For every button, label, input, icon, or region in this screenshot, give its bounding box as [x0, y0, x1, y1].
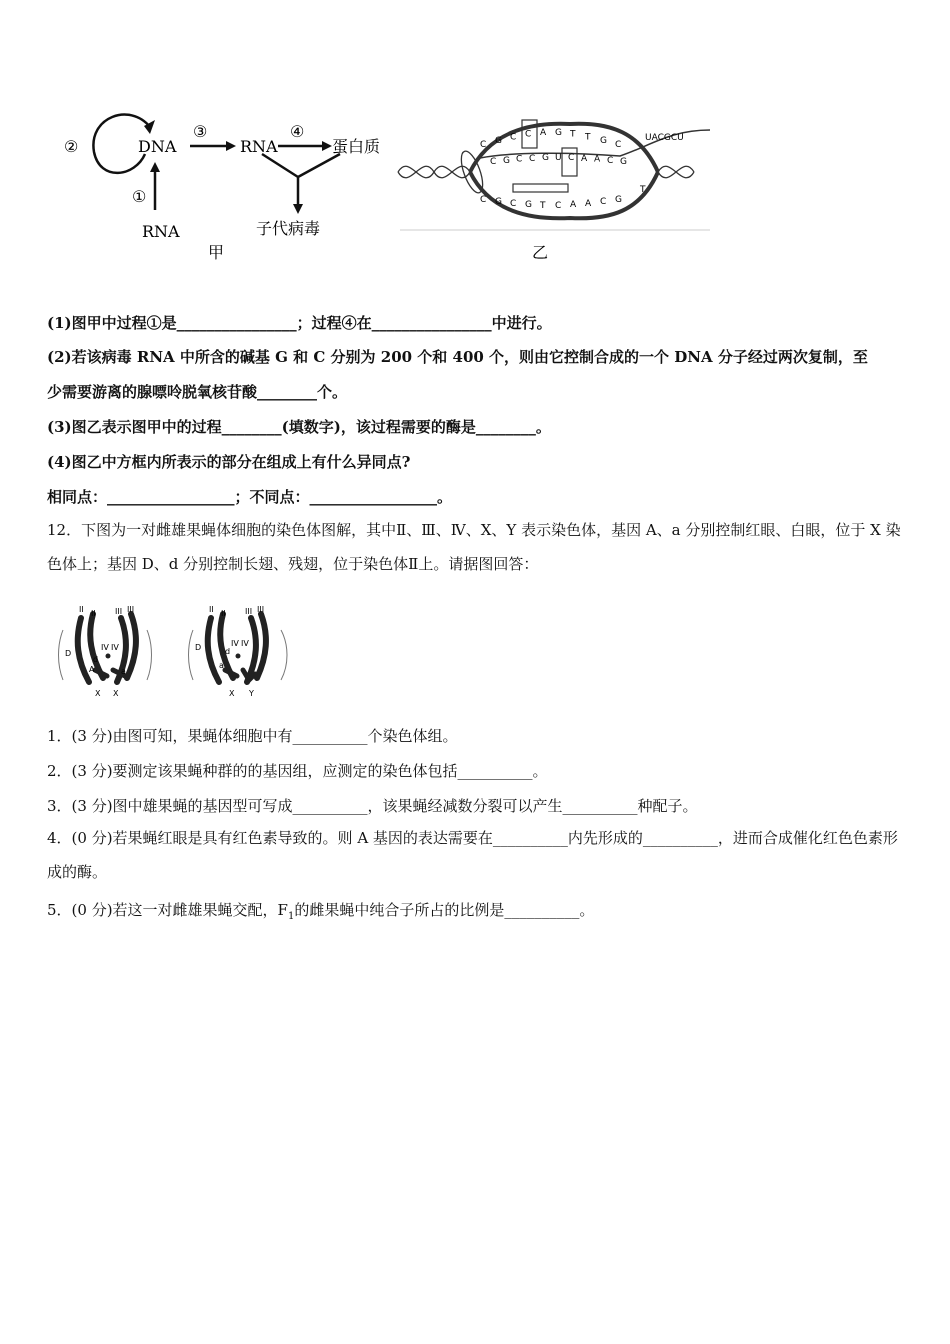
label-process-2: ② [64, 137, 79, 156]
middle-base: C [529, 153, 536, 164]
subquestion-5 [47, 899, 594, 922]
t-label: T [640, 185, 646, 195]
arrowhead-transcription [226, 141, 236, 151]
label-process-3: ③ [193, 122, 208, 141]
female-label-ii: II [79, 605, 84, 614]
label-protein: 蛋白质 [332, 137, 381, 156]
middle-base: C [568, 153, 575, 164]
middle-base: G [503, 155, 510, 166]
female-label-d: D [65, 649, 72, 658]
label-process-1: ① [132, 187, 147, 206]
question-4: (4)图乙中方框内所表示的部分在组成上有什么异同点? [47, 453, 411, 471]
female-label-iii-2: III [127, 605, 135, 614]
question-3: (3)图乙表示图甲中的过程________(填数字)，该过程需要的酶是________。 [47, 418, 551, 436]
subquestion-3: 3．(3 分)图中雄果蝇的基因型可写成__________，该果蝇经减数分裂可以产生__________种配子。 [47, 797, 698, 815]
female-label-iv: IV [101, 643, 109, 652]
top-base: C [525, 129, 532, 140]
male-chrom-4 [236, 654, 241, 659]
male-label-iv: IV [231, 639, 239, 648]
label-rna-right: RNA [240, 137, 278, 156]
subquestion-1: 1．(3 分)由图可知，果蝇体细胞中有__________个染色体组。 [47, 727, 458, 745]
bottom-base: C [480, 195, 487, 205]
bottom-base: C [510, 198, 517, 209]
middle-base: C [607, 155, 614, 166]
bottom-base: A [570, 200, 577, 211]
subquestion-5-text: 5．(0 分)若这一对雌雄果蝇交配，F [47, 901, 288, 919]
female-label-x2: X [113, 689, 119, 698]
middle-base: G [542, 153, 549, 164]
question-4-answer: 相同点：_________________；不同点：_________________。 [47, 488, 453, 506]
arrowhead-rt [150, 162, 160, 172]
male-chrom-x [225, 670, 237, 676]
top-base: C [615, 140, 622, 150]
enzyme-bar [513, 184, 568, 192]
male-chrom-2a [208, 618, 219, 682]
figure-central-dogma [50, 92, 720, 272]
top-base: G [495, 135, 502, 146]
bottom-base: G [525, 200, 532, 211]
label-dna: DNA [138, 137, 177, 156]
male-label-x: X [229, 689, 235, 698]
figure-jia [64, 115, 380, 262]
female-label-ii-2: II [91, 609, 96, 618]
question-1: (1)图甲中过程①是________________；过程④在________________中进行。 [47, 314, 552, 332]
question-2b: 少需要游离的腺嘌呤脱氧核苷酸________个。 [47, 383, 348, 401]
male-label-iii-2: III [257, 605, 265, 614]
label-rna-bottom: RNA [142, 222, 180, 241]
top-base: G [600, 135, 607, 146]
label-process-4: ④ [290, 122, 305, 141]
arrowhead-assembly [293, 204, 303, 214]
female-label-d-small: d [93, 655, 99, 664]
strand-top-bases [480, 128, 621, 150]
female-label-a-upper: A [89, 665, 95, 674]
figure-yi [398, 120, 710, 262]
male-karyotype [189, 605, 288, 698]
subquestion-5-end: 的雌果蝇中纯合子所占的比例是__________。 [294, 901, 595, 919]
top-base: T [570, 129, 576, 140]
arrowhead-translation [322, 141, 332, 151]
bottom-base: G [615, 195, 622, 205]
female-chrom-x1 [95, 670, 107, 676]
middle-base: C [516, 154, 523, 165]
figure-fruitfly-chromosomes [55, 600, 305, 700]
female-label-x1: X [95, 689, 101, 698]
dna-helix-left [398, 166, 470, 178]
strand-bottom-bases [480, 195, 622, 211]
female-label-iv-2: IV [111, 643, 119, 652]
bottom-base: C [555, 200, 562, 211]
bubble-bottom-strand [470, 172, 658, 218]
label-progeny-virus: 子代病毒 [256, 219, 321, 238]
top-base: C [480, 140, 487, 150]
female-chrom-2a [78, 618, 89, 682]
assembly-arrows [262, 154, 340, 207]
middle-base: U [555, 153, 562, 163]
top-base: G [555, 128, 562, 139]
male-label-iv-2: IV [241, 639, 249, 648]
middle-base: C [490, 157, 497, 167]
subquestion-4: 4．(0 分)若果蝇红眼是具有红色素导致的。则 A 基因的表达需要在__________内先形成的__________，进而合成催化红色色素形成的酶。 [47, 829, 898, 881]
subquestion-5-subscript: 1 [287, 911, 295, 922]
top-base: T [585, 132, 591, 143]
bottom-base: A [585, 198, 592, 209]
problem-12-stem: 12．下图为一对雌雄果蝇体细胞的染色体图解，其中Ⅱ、Ⅲ、Ⅳ、X、Y 表示染色体，基因 A、a 分别控制红眼、白眼，位于 X 染色体上；基因 D、d 分别控制长翅、残翅，位于染色体Ⅱ上。请据图回答： [47, 521, 901, 573]
male-label-y: Y [249, 689, 254, 698]
female-chrom-4 [106, 654, 111, 659]
bottom-base: T [540, 200, 546, 211]
male-label-d: D [195, 643, 202, 652]
bottom-base: G [495, 197, 502, 208]
question-2a: (2)若该病毒 RNA 中所含的碱基 G 和 C 分别为 200 个和 400 个，则由它控制合成的一个 DNA 分子经过两次复制，至 [47, 348, 868, 366]
rna-tail-label: UACGCU [645, 133, 684, 143]
bottom-base: C [600, 197, 607, 208]
female-label-iii: III [115, 607, 123, 616]
male-label-d-small: d [225, 647, 231, 656]
female-karyotype [59, 605, 152, 698]
dna-helix-right [658, 166, 694, 178]
caption-jia: 甲 [208, 243, 225, 262]
subquestion-2: 2．(3 分)要测定该果蝇种群的的基因组，应测定的染色体包括__________。 [47, 762, 548, 780]
top-base: A [540, 128, 547, 139]
middle-base: A [594, 154, 601, 165]
caption-yi: 乙 [532, 243, 549, 262]
female-label-a-lower: a [121, 667, 126, 676]
male-label-iii: III [245, 607, 253, 616]
male-label-ii-2: II [221, 609, 226, 618]
middle-base: A [581, 153, 588, 164]
middle-base: G [620, 157, 627, 167]
top-base: C [510, 132, 517, 143]
male-label-ii: II [209, 605, 214, 614]
male-label-a: a [219, 661, 224, 670]
